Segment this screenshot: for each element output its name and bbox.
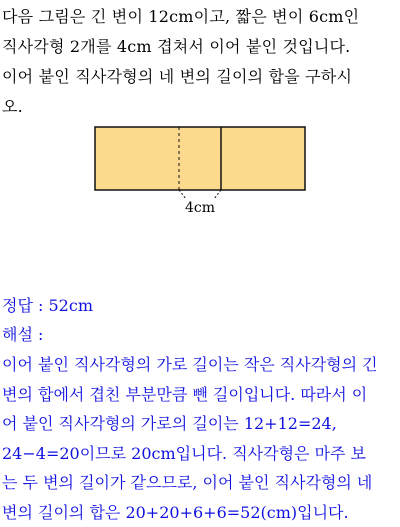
question-line: 다음 그림은 긴 변이 12cm이고, 짧은 변이 6cm인 [2,7,360,26]
explanation-title: 해설 : [2,325,44,344]
answer-label: 정답 [2,296,33,315]
answer-line [2,291,93,320]
question-line: 이어 붙인 직사각형의 네 변의 길이의 합을 구하시 [2,67,353,86]
question-line: 오. [2,97,23,116]
answer-colon: : [38,296,44,315]
overlap-bracket-left [179,190,186,199]
overlapping-rectangles-figure [0,120,400,220]
explanation-line: 변의 길이의 합은 20+20+6+6=52(cm)입니다. [2,502,349,522]
explanation-text [2,350,398,527]
explanation-line: 는 두 변의 길이가 같으므로, 이어 붙인 직사각형의 네 [2,473,373,492]
question-line: 직사각형 2개를 4cm 겹쳐서 이어 붙인 것입니다. [2,37,351,56]
question-text [2,2,398,122]
overlap-bracket-right [214,190,221,199]
explanation-line: 변의 합에서 겹친 부분만큼 뺀 길이입니다. 따라서 이 [2,384,368,404]
explanation-line: 어 붙인 직사각형의 가로의 길이는 12+12=24, [2,414,337,433]
answer-value: 52cm [48,296,93,315]
explanation-line: 이어 붙인 직사각형의 가로 길이는 작은 직사각형의 긴 [2,355,378,374]
overlap-label: 4cm [184,200,216,216]
figure-svg [0,120,400,220]
combined-rectangle [95,127,305,190]
explanation-line: 24−4=20이므로 20cm입니다. 직사각형은 마주 보 [2,443,367,463]
